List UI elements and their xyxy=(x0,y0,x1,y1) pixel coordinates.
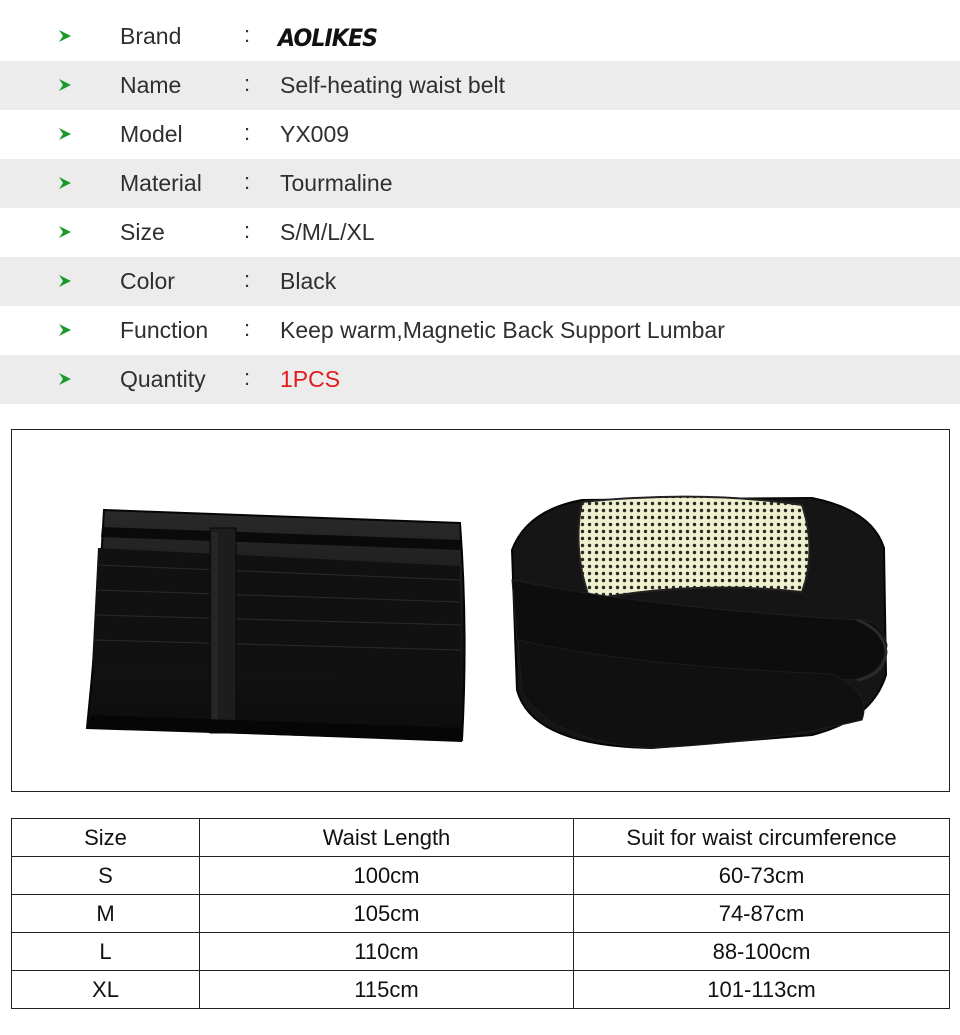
arrow-icon xyxy=(58,225,72,239)
spec-value: S/M/L/XL xyxy=(280,219,375,245)
spec-value: Keep warm,Magnetic Back Support Lumbar xyxy=(280,317,725,343)
product-photo-frame xyxy=(11,429,950,792)
spec-colon: : xyxy=(244,316,251,341)
cell-waist-length: 105cm xyxy=(200,895,574,933)
spec-key: Size xyxy=(120,219,165,245)
spec-key: Brand xyxy=(120,23,182,49)
arrow-icon xyxy=(58,176,72,190)
spec-colon: : xyxy=(244,71,251,96)
table-header-row xyxy=(12,819,950,857)
spec-key: Function xyxy=(120,317,209,343)
table-row xyxy=(12,895,950,933)
cell-size: S xyxy=(12,857,200,895)
spec-list xyxy=(0,12,960,404)
spec-row-name xyxy=(0,61,960,110)
belt-front-view xyxy=(512,497,887,748)
spec-row-function xyxy=(0,306,960,355)
spec-value: YX009 xyxy=(280,121,350,147)
belt-back-view xyxy=(87,510,465,742)
cell-waist-length: 115cm xyxy=(200,971,574,1009)
spec-value: Tourmaline xyxy=(280,170,393,196)
cell-size: M xyxy=(12,895,200,933)
brand-logo-text: AOLIKES xyxy=(278,24,378,52)
spec-row-material xyxy=(0,159,960,208)
arrow-icon xyxy=(58,78,72,92)
brand-logo xyxy=(278,24,386,52)
arrow-icon xyxy=(58,127,72,141)
spec-colon: : xyxy=(244,120,251,145)
arrow-icon xyxy=(58,274,72,288)
spec-colon: : xyxy=(244,365,251,390)
spec-row-model xyxy=(0,110,960,159)
spec-colon: : xyxy=(244,267,251,292)
column-header-waist-length: Waist Length xyxy=(200,819,574,857)
spec-colon: : xyxy=(244,169,251,194)
spec-row-size xyxy=(0,208,960,257)
spec-key: Quantity xyxy=(120,366,206,392)
table-row xyxy=(12,971,950,1009)
spec-row-color xyxy=(0,257,960,306)
spec-value-highlight: 1PCS xyxy=(280,366,341,392)
spec-colon: : xyxy=(244,218,251,243)
table-row xyxy=(12,857,950,895)
cell-circumference: 101-113cm xyxy=(574,971,950,1009)
arrow-icon xyxy=(58,323,72,337)
cell-waist-length: 100cm xyxy=(200,857,574,895)
spec-key: Name xyxy=(120,72,182,98)
cell-waist-length: 110cm xyxy=(200,933,574,971)
cell-size: L xyxy=(12,933,200,971)
spec-row-quantity xyxy=(0,355,960,404)
spec-colon: : xyxy=(244,22,251,47)
table-row xyxy=(12,933,950,971)
cell-size: XL xyxy=(12,971,200,1009)
column-header-circumference: Suit for waist circumference xyxy=(574,819,950,857)
spec-key: Color xyxy=(120,268,175,294)
spec-row-brand xyxy=(0,12,960,61)
arrow-icon xyxy=(58,29,72,43)
spec-value: Black xyxy=(280,268,337,294)
size-table xyxy=(11,818,950,1009)
spec-value: Self-heating waist belt xyxy=(280,72,506,98)
cell-circumference: 88-100cm xyxy=(574,933,950,971)
product-photo xyxy=(12,430,949,791)
arrow-icon xyxy=(58,372,72,386)
spec-key: Material xyxy=(120,170,202,196)
spec-key: Model xyxy=(120,121,183,147)
column-header-size: Size xyxy=(12,819,200,857)
cell-circumference: 74-87cm xyxy=(574,895,950,933)
cell-circumference: 60-73cm xyxy=(574,857,950,895)
